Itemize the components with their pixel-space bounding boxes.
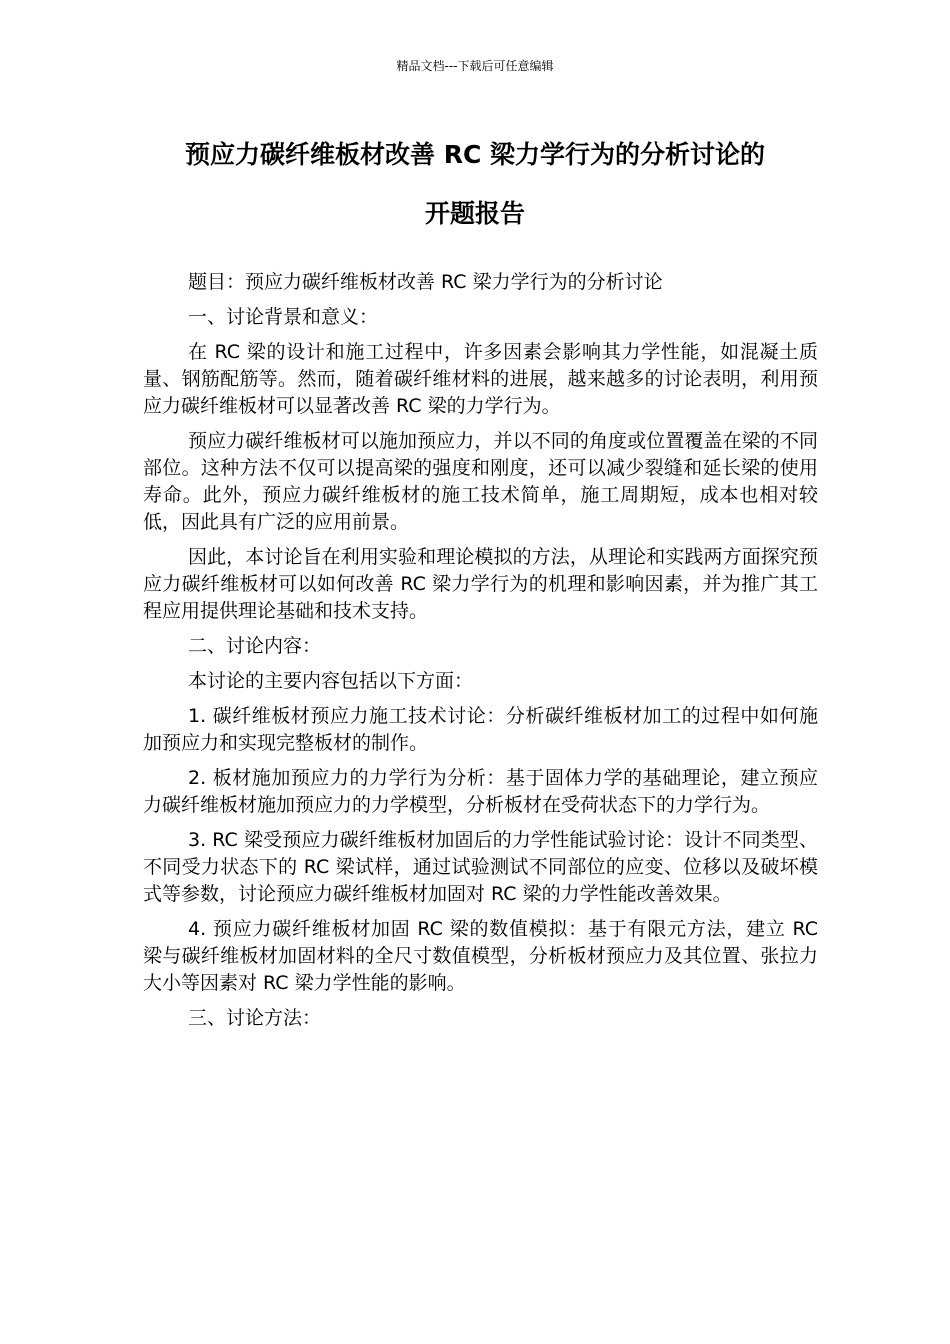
section-heading-background: 一、讨论背景和意义： <box>188 306 379 328</box>
header-note: 精品文档---下载后可任意编辑 <box>396 59 554 73</box>
section-heading-content: 二、讨论内容： <box>188 635 322 657</box>
list-item: 1. 碳纤维板材预应力施工技术讨论：分析碳纤维板材加工的过程中如何施加预应力和实现完整板材的制作。 <box>143 705 818 754</box>
list-item: 4. 预应力碳纤维板材加固 RC 梁的数值模拟：基于有限元方法，建立 RC 梁与碳纤维板材加固材料的全尺寸数值模型，分析板材预应力及其位置、张拉力大小等因素对 RC 梁力学性能的影响。 <box>143 918 818 994</box>
section-heading-method: 三、讨论方法： <box>188 1007 322 1029</box>
list-item: 2. 板材施加预应力的力学行为分析：基于固体力学的基础理论，建立预应力碳纤维板材施加预应力的力学模型，分析板材在受荷状态下的力学行为。 <box>143 767 818 816</box>
list-item: 3. RC 梁受预应力碳纤维板材加固后的力学性能试验讨论：设计不同类型、不同受力状态下的 RC 梁试样，通过试验测试不同部位的应变、位移以及破坏模式等参数，讨论预应力碳纤维板材加固对 RC 梁的力学性能改善效果。 <box>143 829 818 905</box>
document-body <box>143 269 818 1040</box>
paragraph-topic: 题目：预应力碳纤维板材改善 RC 梁力学行为的分析讨论 <box>188 271 663 293</box>
document-title-line-2: 开题报告 <box>424 199 525 228</box>
paragraph: 本讨论的主要内容包括以下方面： <box>188 670 474 692</box>
paragraph: 预应力碳纤维板材可以施加预应力，并以不同的角度或位置覆盖在梁的不同部位。这种方法不仅可以提高梁的强度和刚度，还可以减少裂缝和延长梁的使用寿命。此外，预应力碳纤维板材的施工技术简单，施工周期短，成本也相对较低，因此具有广泛的应用前景。 <box>143 430 818 533</box>
paragraph: 因此，本讨论旨在利用实验和理论模拟的方法，从理论和实践两方面探究预应力碳纤维板材可以如何改善 RC 梁力学行为的机理和影响因素，并为推广其工程应用提供理论基础和技术支持。 <box>143 546 818 622</box>
paragraph: 在 RC 梁的设计和施工过程中，许多因素会影响其力学性能，如混凝土质量、钢筋配筋等。然而，随着碳纤维材料的进展，越来越多的讨论表明，利用预应力碳纤维板材可以显著改善 RC 梁的力学行为。 <box>143 341 818 417</box>
document-title-line-1: 预应力碳纤维板材改善 RC 梁力学行为的分析讨论的 <box>184 140 765 169</box>
